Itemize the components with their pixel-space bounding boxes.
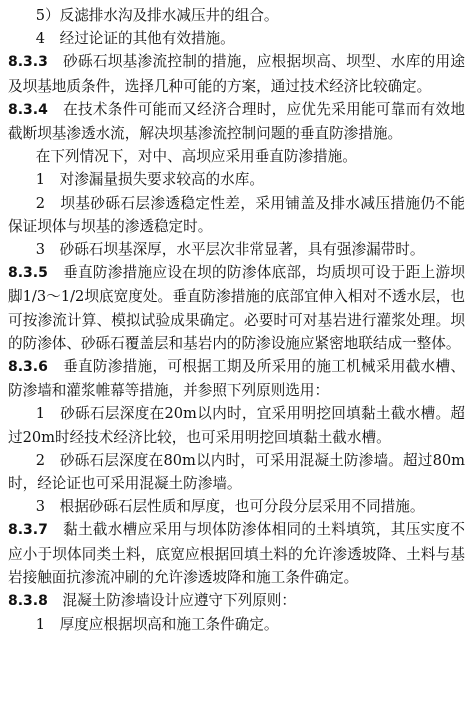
- list-item: 5）反滤排水沟及排水减压井的组合。: [35, 7, 279, 24]
- clause-number: 8.3.3: [8, 54, 48, 71]
- clause-8-3-5: [8, 261, 465, 355]
- clause-text: 混凝土防渗墙设计应遵守下列原则：: [62, 592, 296, 610]
- clause-8-3-6: [8, 355, 465, 402]
- paragraph-text: 在下列情况下，对中、高坝应采用垂直防渗措施。: [35, 148, 357, 166]
- clause-number: 8.3.5: [8, 265, 48, 282]
- clause-text: 垂直防渗措施应设在坝的防渗体底部，均质坝可设于距上游坝脚1/3～1/2坝底宽度处。垂直防渗措施的底部宜伸入相对不透水层，也可按渗流计算、模拟试验成果确定。必要时可对基岩进行灌浆处理。坝的防渗体、砂砾石覆盖层和基岩内的防渗设施应紧密地联结成一整体。: [8, 264, 465, 352]
- clause-text: 在技术条件可能而又经济合理时，应优先采用能可靠而有效地截断坝基渗透水流，解决坝基渗流控制问题的垂直防渗措施。: [8, 100, 465, 143]
- list-item: 3 砂砾石坝基深厚，水平层次非常显著，具有强渗漏带时。: [35, 241, 425, 259]
- list-item: 1 砂砾石层深度在20m以内时，宜采用明挖回填黏土截水槽。超过20m时经技术经济比较，也可采用明挖回填黏土截水槽。: [8, 405, 465, 446]
- clause-8-3-8: [8, 589, 465, 613]
- clause-8-3-7: [8, 518, 465, 589]
- list-item: 3 根据砂砾石层性质和厚度，也可分段分层采用不同措施。: [35, 498, 425, 516]
- clause-number: 8.3.8: [8, 593, 48, 610]
- clause-number: 8.3.7: [8, 522, 48, 539]
- clause-text: 砂砾石坝基渗流控制的措施，应根据坝高、坝型、水库的用途及坝基地质条件，选择几种可能的方案，通过技术经济比较确定。: [8, 53, 465, 95]
- list-item: 1 厚度应根据坝高和施工条件确定。: [35, 616, 279, 634]
- clause-number: 8.3.6: [8, 359, 48, 376]
- clause-8-3-3: [8, 50, 465, 97]
- list-item: 4 经过论证的其他有效措施。: [35, 30, 235, 48]
- list-item: 1 对渗漏量损失要求较高的水库。: [35, 171, 264, 189]
- list-item: 2 砂砾石层深度在80m以内时，可采用混凝土防渗墙。超过80m时，经论证也可采用混凝土防渗墙。: [8, 451, 465, 493]
- clause-text: 垂直防渗措施，可根据工期及所采用的施工机械采用截水槽、防渗墙和灌浆帷幕等措施，并参照下列原则选用：: [8, 358, 465, 400]
- clause-text: 黏土截水槽应采用与坝体防渗体相同的土料填筑，其压实度不应小于坝体同类土料，底宽应根据回填土料的允许渗透坡降、土料与基岩接触面抗渗流冲刷的允许渗透坡降和施工条件确定。: [8, 521, 465, 586]
- clause-8-3-4: [8, 98, 465, 145]
- clause-number: 8.3.4: [8, 101, 48, 118]
- list-item: 2 坝基砂砾石层渗透稳定性差，采用铺盖及排水减压措施仍不能保证坝体与坝基的渗透稳定时。: [8, 194, 465, 235]
